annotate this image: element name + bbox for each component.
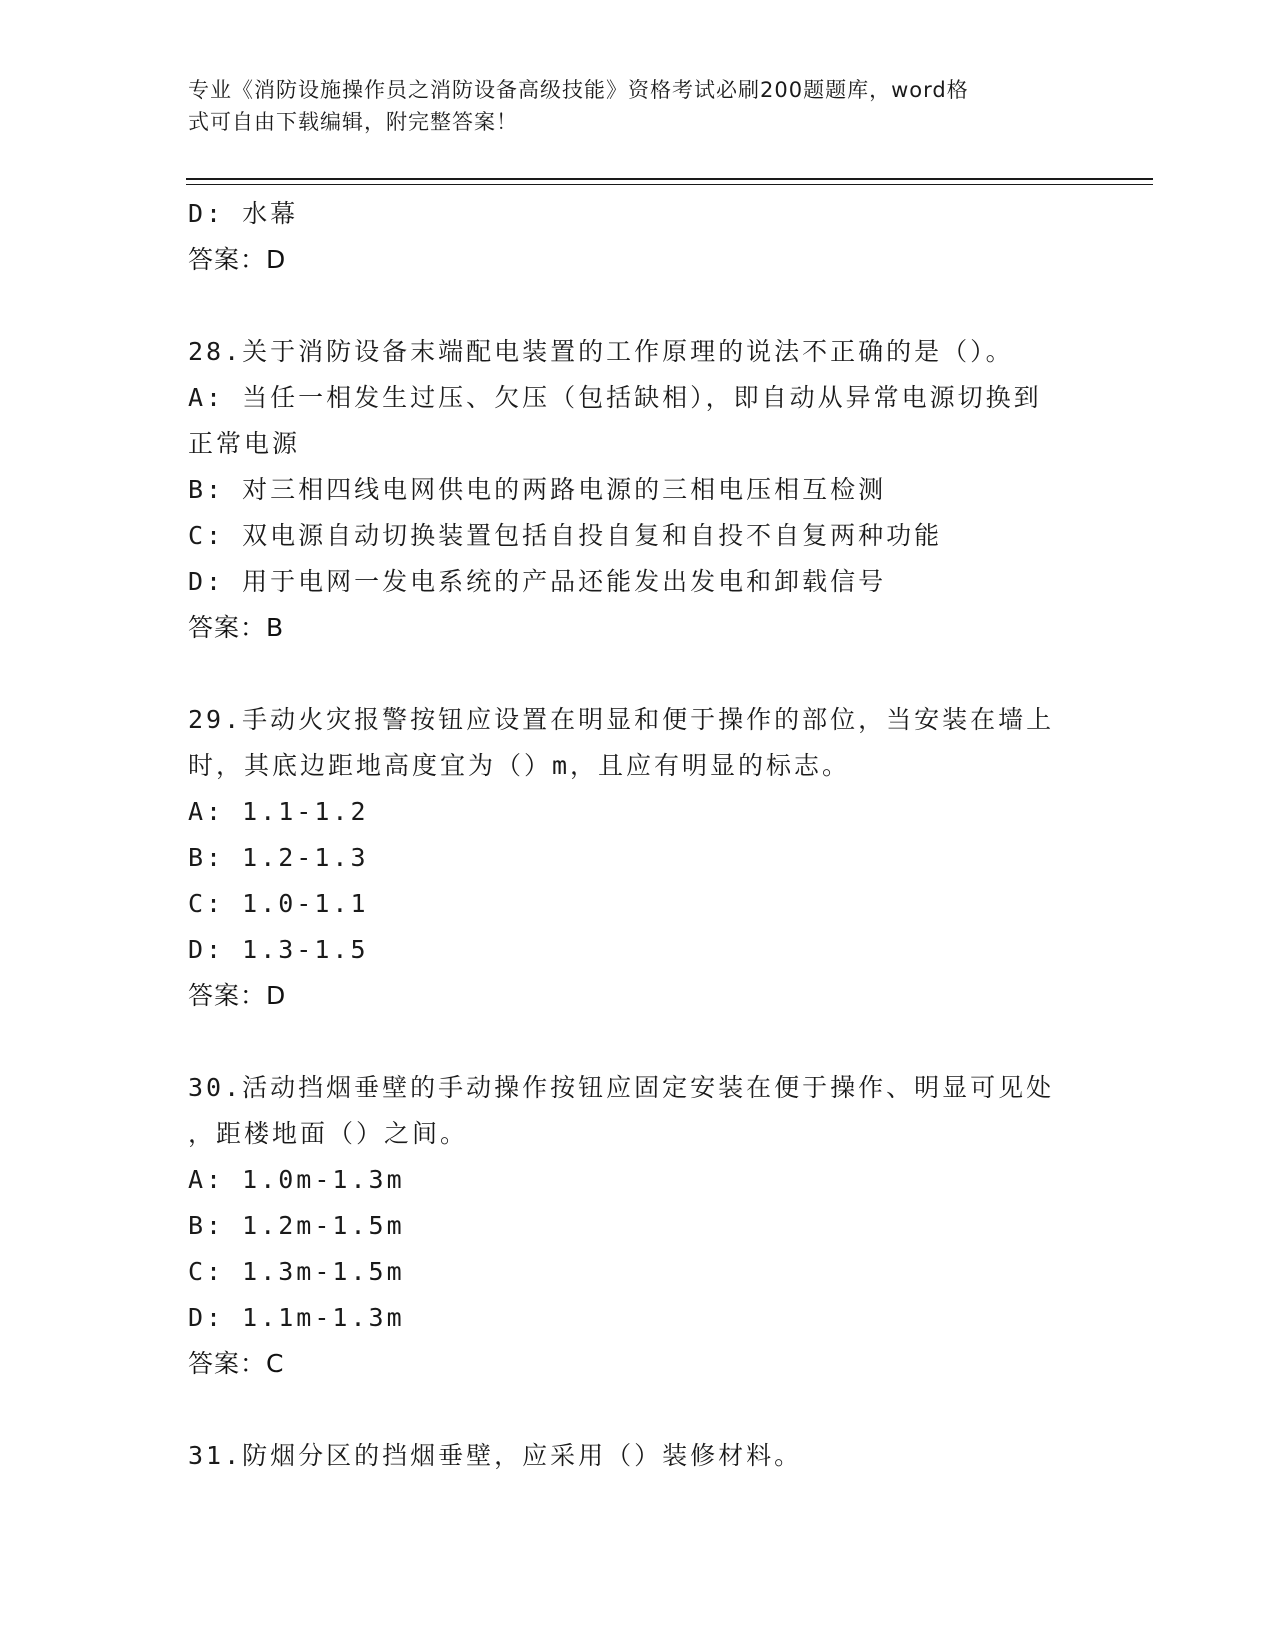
question-29 xyxy=(188,697,1068,1019)
answer: 答案：D xyxy=(188,981,287,1010)
question-text-continued: 时，其底边距地高度宜为（）m，且应有明显的标志。 xyxy=(188,751,851,780)
option-a: A: 1.1-1.2 xyxy=(188,797,369,826)
header-line-1: 专业《消防设施操作员之消防设备高级技能》资格考试必刷200题题库，word格 xyxy=(188,78,969,102)
answer: 答案：D xyxy=(188,245,287,274)
document-header xyxy=(188,74,1068,138)
option-d: D: 用于电网一发电系统的产品还能发出发电和卸载信号 xyxy=(188,567,887,596)
spacer xyxy=(188,1019,1068,1065)
header-line-2: 式可自由下载编辑，附完整答案！ xyxy=(188,110,518,134)
question-30 xyxy=(188,1065,1068,1387)
question-list xyxy=(188,191,1068,1479)
question-text: 29.手动火灾报警按钮应设置在明显和便于操作的部位，当安装在墙上 xyxy=(188,705,1055,734)
option-a: A: 1.0m-1.3m xyxy=(188,1165,405,1194)
question-28 xyxy=(188,329,1068,651)
option-a: A: 当任一相发生过压、欠压（包括缺相），即自动从异常电源切换到 xyxy=(188,383,1042,412)
option-b: B: 1.2m-1.5m xyxy=(188,1211,405,1240)
option-c: C: 1.0-1.1 xyxy=(188,889,369,918)
option-d: D: 1.3-1.5 xyxy=(188,935,369,964)
option-c: C: 双电源自动切换装置包括自投自复和自投不自复两种功能 xyxy=(188,521,943,550)
option-c: C: 1.3m-1.5m xyxy=(188,1257,405,1286)
answer: 答案：C xyxy=(188,1349,285,1378)
spacer xyxy=(188,283,1068,329)
question-27 xyxy=(188,191,1068,283)
option-d: D: 水幕 xyxy=(188,199,299,228)
answer: 答案：B xyxy=(188,613,285,642)
option-b: B: 对三相四线电网供电的两路电源的三相电压相互检测 xyxy=(188,475,887,504)
option-d: D: 1.1m-1.3m xyxy=(188,1303,405,1332)
option-b: B: 1.2-1.3 xyxy=(188,843,369,872)
question-text: 30.活动挡烟垂壁的手动操作按钮应固定安装在便于操作、明显可见处 xyxy=(188,1073,1055,1102)
header-divider-thin xyxy=(186,184,1153,185)
spacer xyxy=(188,651,1068,697)
header-divider-thick xyxy=(186,178,1153,180)
question-text: 31.防烟分区的挡烟垂壁，应采用（）装修材料。 xyxy=(188,1441,803,1470)
option-a-continued: 正常电源 xyxy=(188,429,301,458)
question-31 xyxy=(188,1433,1068,1479)
spacer xyxy=(188,1387,1068,1433)
question-text-continued: ，距楼地面（）之间。 xyxy=(188,1119,469,1148)
question-text: 28.关于消防设备末端配电装置的工作原理的说法不正确的是（）。 xyxy=(188,337,1014,366)
